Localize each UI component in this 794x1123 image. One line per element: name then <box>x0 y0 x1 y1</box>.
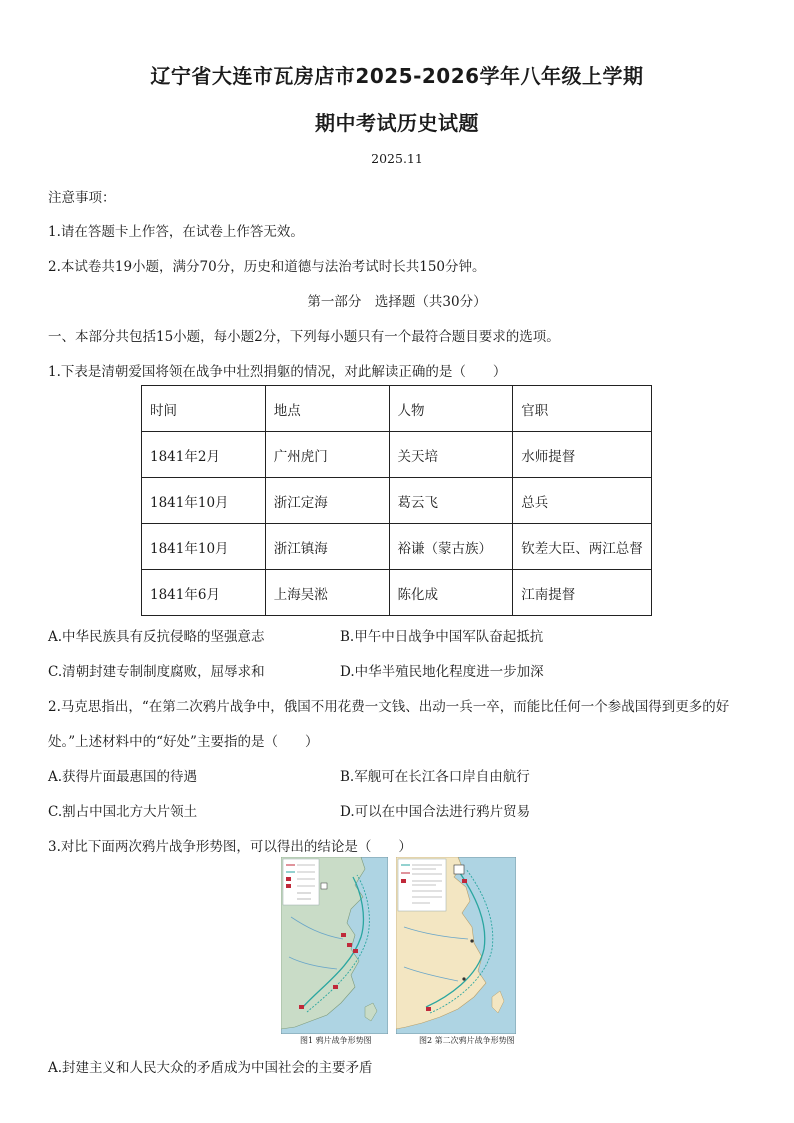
exam-title-line1: 辽宁省大连市瓦房店市2025-2026学年八年级上学期 <box>150 64 644 88</box>
city-dot-icon <box>462 977 465 980</box>
question-2-option-c: C.割占中国北方大片领土 <box>48 804 198 820</box>
table-cell: 关天培 <box>389 432 513 478</box>
question-1-stem: 1.下表是清朝爱国将领在战争中壮烈捐躯的情况，对此解读正确的是（ ） <box>48 364 507 380</box>
map-legend-box <box>283 859 319 905</box>
question-2-stem-line2: 处。”上述材料中的“好处”主要指的是（ ） <box>48 734 319 750</box>
notes-heading: 注意事项： <box>48 190 116 206</box>
table-header-cell: 官职 <box>513 386 652 432</box>
question-2-option-b: B.军舰可在长江各口岸自由航行 <box>340 769 530 785</box>
second-opium-war-map-figure <box>396 857 516 1034</box>
table-cell: 浙江镇海 <box>265 524 389 570</box>
exam-date: 2025.11 <box>371 151 423 166</box>
table-header-cell: 时间 <box>142 386 266 432</box>
table-cell: 广州虎门 <box>265 432 389 478</box>
capital-marker-icon <box>454 865 464 874</box>
exam-title-line2: 期中考试历史试题 <box>315 111 479 135</box>
section-title: 第一部分 选择题（共30分） <box>307 294 487 310</box>
table-cell: 钦差大臣、两江总督 <box>513 524 652 570</box>
question-2-option-a: A.获得片面最惠国的待遇 <box>48 769 198 785</box>
battle-flag-icon <box>341 933 346 937</box>
battle-flag-icon <box>462 879 467 883</box>
section-instruction: 一、本部分共包括15小题，每小题2分，下列每小题只有一个最符合题目要求的选项。 <box>48 329 560 345</box>
question-2-stem-line1: 2.马克思指出，“在第二次鸦片战争中，俄国不用花费一文钱、出动一兵一卒，而能比任何一个参战国得到更多的好 <box>48 699 730 715</box>
table-cell: 1841年2月 <box>142 432 266 478</box>
figure-2-caption: 图2 第二次鸦片战争形势图 <box>419 1036 515 1045</box>
legend-flag-icon <box>401 879 406 883</box>
table-row <box>142 570 652 616</box>
table-row <box>142 478 652 524</box>
table-row <box>142 524 652 570</box>
table-cell: 葛云飞 <box>389 478 513 524</box>
table-cell: 裕谦（蒙古族） <box>389 524 513 570</box>
figure-1-caption: 图1 鸦片战争形势图 <box>300 1036 372 1045</box>
city-dot-icon <box>470 939 473 942</box>
notes-item-2: 2.本试卷共19小题，满分70分，历史和道德与法治考试时长共150分钟。 <box>48 259 486 275</box>
table-header-row <box>142 386 652 432</box>
table-cell: 1841年10月 <box>142 524 266 570</box>
question-1-option-c: C.清朝封建专制制度腐败，屈辱求和 <box>48 664 265 680</box>
table-header-cell: 人物 <box>389 386 513 432</box>
table-cell: 1841年6月 <box>142 570 266 616</box>
question-1-option-a: A.中华民族具有反抗侵略的坚强意志 <box>48 629 265 645</box>
table-row <box>142 432 652 478</box>
table-header-cell: 地点 <box>265 386 389 432</box>
legend-flag-icon <box>286 877 291 881</box>
battle-flag-icon <box>353 949 358 953</box>
capital-marker-icon <box>321 883 327 889</box>
question-1-option-b: B.甲午中日战争中国军队奋起抵抗 <box>340 629 544 645</box>
question-3-stem: 3.对比下面两次鸦片战争形势图，可以得出的结论是（ ） <box>48 839 412 855</box>
question-2-option-d: D.可以在中国合法进行鸦片贸易 <box>340 804 531 820</box>
question-1-option-d: D.中华半殖民地化程度进一步加深 <box>340 664 544 680</box>
table-cell: 陈化成 <box>389 570 513 616</box>
table-cell: 浙江定海 <box>265 478 389 524</box>
notes-item-1: 1.请在答题卡上作答，在试卷上作答无效。 <box>48 224 304 240</box>
table-cell: 水师提督 <box>513 432 652 478</box>
battle-flag-icon <box>333 985 338 989</box>
battle-flag-icon <box>347 943 352 947</box>
battle-flag-icon <box>426 1007 431 1011</box>
table-cell: 1841年10月 <box>142 478 266 524</box>
opium-war-map-figure <box>281 857 388 1034</box>
question-1-table <box>141 385 652 616</box>
table-cell: 江南提督 <box>513 570 652 616</box>
question-3-option-a: A.封建主义和人民大众的矛盾成为中国社会的主要矛盾 <box>48 1060 373 1076</box>
table-cell: 总兵 <box>513 478 652 524</box>
legend-flag-icon <box>286 884 291 888</box>
battle-flag-icon <box>299 1005 304 1009</box>
table-cell: 上海吴淞 <box>265 570 389 616</box>
